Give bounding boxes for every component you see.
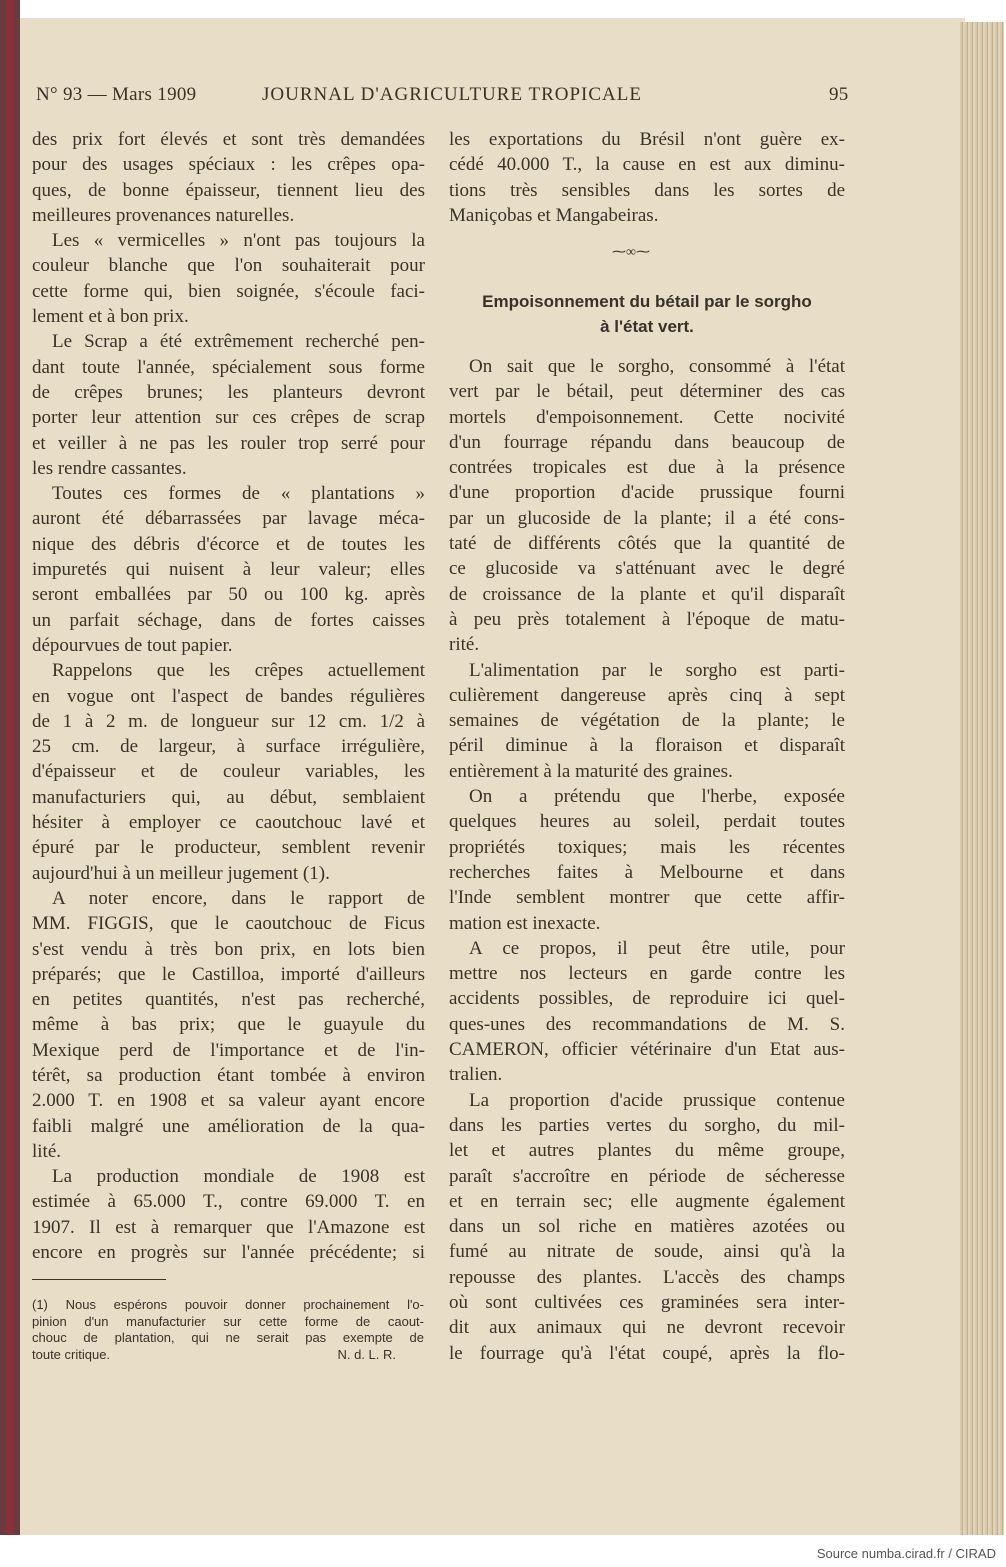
text-line: préparés; que le Castilloa, importé d'ailleurs [32, 963, 425, 985]
text-line: fumé au nitrate de soude, ainsi qu'à la [449, 1241, 845, 1263]
footnote-line: (1) Nous espérons pouvoir donner prochainement l'o- [32, 1297, 424, 1312]
text-line: dépourvues de tout papier. [32, 634, 233, 656]
text-line: le fourrage qu'à l'état coupé, après la flo- [449, 1342, 845, 1364]
text-line: mettre nos lecteurs en garde contre les [449, 963, 845, 985]
text-line: les rendre cassantes. [32, 457, 187, 479]
text-line: Maniçobas et Mangabeiras. [449, 204, 659, 226]
text-line: mation est inexacte. [449, 912, 601, 934]
right-column-top [449, 127, 845, 228]
text-line: CAMERON, officier vétérinaire d'un Etat aus- [449, 1039, 845, 1061]
text-line: et veiller à ne pas les rouler trop serré pour [32, 432, 425, 454]
text-line: porter leur attention sur ces crêpes de scrap [32, 407, 425, 429]
footnote-line: chouc de plantation, qui ne serait pas exempte de [32, 1330, 424, 1345]
issue-number: N° 93 — Mars 1909 [36, 84, 197, 105]
text-line: faibli malgré une amélioration de la qua- [32, 1115, 425, 1137]
source-credit: Source numba.cirad.fr / CIRAD [816, 1546, 996, 1561]
text-line: et en terrain sec; elle augmente également [449, 1190, 845, 1212]
text-line: Mexique perd de l'importance et de l'in- [32, 1039, 425, 1061]
text-line: lement et à bon prix. [32, 306, 189, 328]
text-line: dant toute l'année, spécialement sous forme [32, 356, 425, 378]
text-line: A ce propos, il peut être utile, pour [469, 937, 845, 959]
binding-ribbon [6, 0, 14, 1535]
text-line: en vogue ont l'aspect de bandes régulières [32, 685, 425, 707]
text-line: let et autres plantes du même groupe, [449, 1140, 845, 1162]
text-line: recherches faites à Melbourne et dans [449, 861, 845, 883]
text-line: en petites quantités, n'est pas recherché, [32, 989, 425, 1011]
footnote-line: pinion d'un manufacturier sur cette forme de caout- [32, 1313, 424, 1329]
text-line: A noter encore, dans le rapport de [52, 887, 425, 909]
text-line: contrées tropicales est due à la présence [449, 457, 845, 479]
ornament-divider: ⁓∞⁓ [612, 245, 650, 260]
text-line: pour des usages spéciaux : les crêpes opa- [32, 154, 425, 176]
text-line: couleur blanche que l'on souhaiterait pour [32, 255, 425, 277]
text-line: impuretés qui nuisent à leur valeur; elles [32, 559, 425, 581]
article-title-line1: Empoisonnement du bétail par le sorgho [482, 292, 812, 311]
text-line: On sait que le sorgho, consommé à l'état [469, 356, 845, 377]
text-line: Rappelons que les crêpes actuellement [52, 660, 425, 682]
text-line: ques, de bonne épaisseur, tiennent lieu des [32, 179, 425, 201]
text-line: paraît s'accroître en période de sécheresse [449, 1165, 845, 1187]
text-line: ce glucoside va s'atténuant avec le degré [449, 558, 845, 580]
text-line: cette forme qui, bien soignée, s'écoule faci- [32, 280, 425, 302]
footnote-signature: N. d. L. R. [337, 1346, 396, 1362]
text-line: On a prétendu que l'herbe, exposée [469, 786, 845, 808]
text-line: estimée à 65.000 T., contre 69.000 T. en [32, 1191, 425, 1213]
text-line: de 1 à 2 m. de longueur sur 12 cm. 1/2 à [32, 710, 425, 732]
text-line: 2.000 T. en 1908 et sa valeur ayant encore [32, 1090, 425, 1112]
text-line: repousse des plantes. L'accès des champs [449, 1266, 845, 1288]
text-line: de crêpes brunes; les planteurs devront [32, 381, 425, 403]
text-line: aujourd'hui à un meilleur jugement (1). [32, 862, 330, 884]
text-line: entièrement à la maturité des graines. [449, 760, 733, 782]
text-line: MM. FIGGIS, que le caoutchouc de Ficus [32, 913, 425, 935]
text-line: s'est vendu à très bon prix, en lots bien [32, 938, 425, 960]
footnote [32, 1297, 424, 1363]
text-line: l'Inde semblent montrer que cette affir- [449, 887, 845, 909]
text-line: térêt, sa production étant tombée à environ [32, 1064, 425, 1086]
text-line: les exportations du Brésil n'ont guère ex- [449, 129, 845, 150]
text-line: 25 cm. de largeur, à surface irrégulière, [32, 736, 425, 758]
text-line: un parfait séchage, dans de fortes caisses [32, 609, 425, 631]
text-line: tralien. [449, 1064, 503, 1086]
right-column [449, 354, 845, 1366]
text-line: dit aux animaux qui ne devront recevoir [449, 1317, 845, 1339]
text-line: par un glucoside de la plante; il a été cons- [449, 507, 845, 529]
footnote-last-line [32, 1347, 424, 1364]
text-line: culièrement dangereuse après cinq à sept [449, 684, 845, 706]
article-title-line2: à l'état vert. [600, 317, 694, 336]
text-line: épuré par le producteur, semblent revenir [32, 837, 425, 859]
text-line: La production mondiale de 1908 est [52, 1166, 425, 1188]
text-line: tions très sensibles dans les sortes de [449, 179, 845, 201]
page-stack-edge [960, 22, 1004, 1535]
left-column [32, 127, 425, 1265]
article-title [447, 289, 847, 339]
text-line: taté de différents côtés que la quantité de [449, 533, 845, 555]
text-line: manufacturiers qui, au début, semblaient [32, 786, 425, 808]
text-line: Les « vermicelles » n'ont pas toujours la [52, 230, 425, 252]
text-line: vert par le bétail, peut déterminer des cas [449, 381, 845, 403]
page-number: 95 [829, 84, 849, 105]
text-line: hésiter à employer ce caoutchouc lavé et [32, 812, 425, 834]
text-line: cédé 40.000 T., la cause en est aux diminu- [449, 154, 845, 176]
text-line: quelques heures au soleil, perdait toutes [449, 811, 845, 833]
text-line: ques-unes des recommandations de M. S. [449, 1013, 845, 1035]
text-line: meilleures provenances naturelles. [32, 204, 295, 226]
text-line: d'épaisseur et de couleur variables, les [32, 761, 425, 783]
text-line: rité. [449, 634, 480, 656]
text-line: d'une proportion d'acide prussique fourni [449, 482, 845, 504]
text-line: Le Scrap a été extrêmement recherché pen- [52, 331, 425, 353]
text-line: à peu près totalement à l'époque de matu- [449, 608, 845, 630]
footnote-rule [32, 1279, 166, 1280]
text-line: même à bas prix; que le guayule du [32, 1014, 425, 1036]
text-line: semaines de végétation de la plante; le [449, 710, 845, 732]
text-line: seront emballées par 50 ou 100 kg. après [32, 584, 425, 606]
text-line: des prix fort élevés et sont très demandées [32, 129, 425, 150]
journal-title: JOURNAL D'AGRICULTURE TROPICALE [262, 84, 642, 105]
text-line: propriétés toxiques; mais les récentes [449, 836, 845, 858]
text-line: 1907. Il est à remarquer que l'Amazone est [32, 1216, 425, 1238]
text-line: dans un sol riche en matières azotées ou [449, 1216, 845, 1238]
text-line: lité. [32, 1140, 62, 1162]
text-line: nique des débris d'écorce et de toutes les [32, 533, 425, 555]
text-line: d'un fourrage répandu dans beaucoup de [449, 431, 845, 453]
text-line: de croissance de la plante et qu'il disparaît [449, 583, 845, 605]
text-line: auront été débarrassées par lavage méca- [32, 508, 425, 530]
footnote-line: toute critique. [32, 1346, 111, 1362]
text-line: Toutes ces formes de « plantations » [52, 483, 425, 505]
text-line: dans les parties vertes du sorgho, du mil- [449, 1114, 845, 1136]
text-line: accidents possibles, de reproduire ici quel- [449, 988, 845, 1010]
text-line: mortels d'empoisonnement. Cette nocivité [449, 406, 845, 428]
text-line: L'alimentation par le sorgho est parti- [469, 659, 845, 681]
text-line: où sont cultivées ces graminées sera inter- [449, 1291, 845, 1313]
text-line: encore en progrès sur l'année précédente; si [32, 1242, 425, 1264]
text-line: péril diminue à la floraison et disparaît [449, 735, 845, 757]
text-line: La proportion d'acide prussique contenue [469, 1089, 845, 1111]
